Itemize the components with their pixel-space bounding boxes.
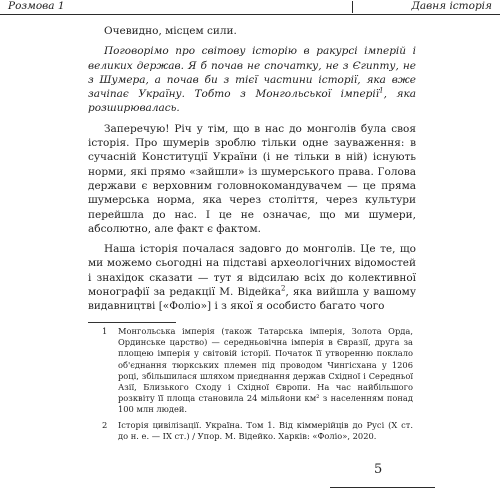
paragraph: Заперечую! Річ у тім, що в нас до монголів була своя історія. Про шумерів зроблю тільки одне зауваження: в сучасній Конституції України (і не тільки в ній) існують норми, які прямо «зайшли» із шумерського права. Голова держави є верховним головнокомандувачем — це пряма шумерська норма, яка через століття, через культури перейшла до нас. І це не означає, що ми шумери, абсолютно, але факт є фактом. bbox=[88, 122, 416, 235]
footnote-text: Монгольська імперія (також Татарська імперія, Золота Орда, Ординське царство) — середньовічна імперія в Євразії, друга за площею імперія у світовій історії. Початок її утворенню поклало об'єднання тюркських племен під проводом Чингісхана у 1206 році, збільшилася шляхом приєднання держав Східної і Середньої Азії, Близького Сходу і Східної Європи. На час найбільшого розквіту її площа становила 24 мільйони км² з населенням понад 100 млн людей. bbox=[118, 326, 413, 415]
footnote-ref: 2 bbox=[280, 284, 286, 293]
footnote-number: 2 bbox=[102, 419, 108, 430]
main-text bbox=[88, 18, 416, 320]
footnote-rule bbox=[88, 322, 176, 323]
header-separator bbox=[352, 1, 353, 13]
question-text: , яка розширювалась. bbox=[88, 88, 416, 115]
footnote-text: Історія цивілізації. Україна. Том 1. Від кіммерійців до Русі (Х ст. до н. е. — ІХ ст.) / Упор. М. Відейко. Харків: «Фоліо», 2020. bbox=[118, 419, 413, 441]
question-text: Поговорімо про світову історію в ракурсі імперій і великих держав. Я б почав не спочатку, не з Єгипту, не з Шумера, а почав би з тієї частини історії, яка вже зачіпає Україну. Тобто з Монгольської імперії bbox=[88, 45, 416, 101]
page-number: 5 bbox=[374, 462, 383, 477]
footnote bbox=[88, 420, 413, 442]
footer-rule bbox=[330, 487, 435, 488]
chapter-label: Розмова 1 bbox=[8, 0, 65, 12]
question-paragraph bbox=[88, 44, 416, 115]
running-header bbox=[0, 0, 500, 15]
paragraph-text: , яка вийшла у вашому видавництві [«Фоліо»] і з якої я особисто багато чого bbox=[88, 286, 416, 313]
footnote-number: 1 bbox=[102, 326, 108, 336]
paragraph bbox=[88, 242, 416, 313]
footnotes bbox=[88, 326, 413, 446]
paragraph: Очевидно, місцем сили. bbox=[104, 25, 237, 37]
footnote-ref: 1 bbox=[379, 86, 384, 95]
footnote bbox=[88, 326, 413, 416]
section-title: Давня історія bbox=[411, 0, 492, 12]
paragraph-text: Наша історія почалася задовго до монголів. Це те, що ми можемо сьогодні на підставі археологічних відомостей і знахідок сказати — тут я відсилаю всіх до колективної монографії за редакції М. Відейка bbox=[88, 243, 416, 299]
